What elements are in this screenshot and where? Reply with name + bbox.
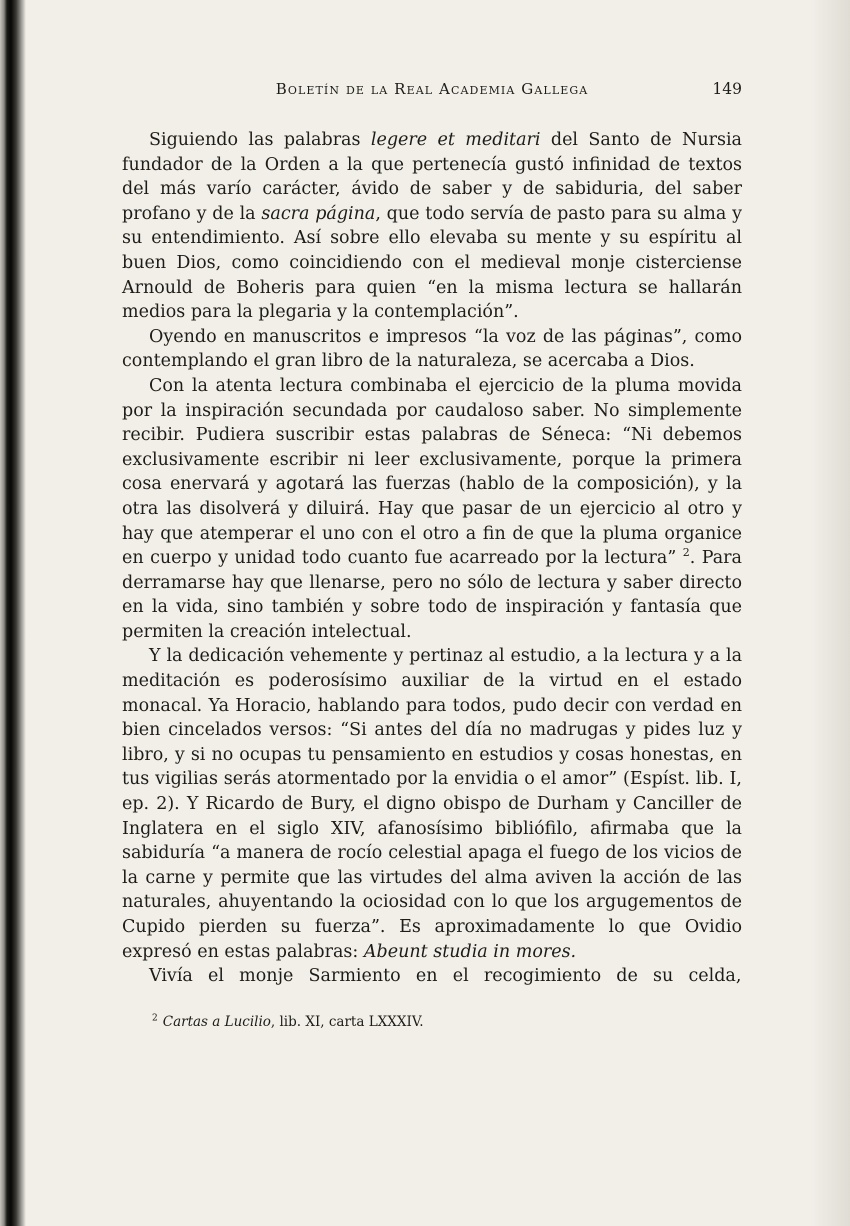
footnote-reference: 2 bbox=[682, 546, 690, 560]
paragraph-4 bbox=[122, 644, 742, 964]
page-header bbox=[122, 80, 742, 98]
italic-run: legere et meditari bbox=[370, 130, 541, 150]
footnote bbox=[122, 1013, 742, 1031]
page-number: 149 bbox=[712, 80, 742, 98]
footnote-work-title: Cartas a Lucilio bbox=[162, 1013, 271, 1030]
footnote-marker: 2 bbox=[152, 1013, 158, 1024]
page-body bbox=[122, 128, 742, 989]
text-run: , que todo servía de pasto para su alma y su entendimiento. Así sobre ello elevaba su mente y su espíritu al buen Dios, como coincidiendo con el medieval monje cisterciense Arnould de Boheris para quien “en la misma lectura se hallarán medios para la plegaria y la contemplación”. bbox=[122, 203, 742, 323]
paragraph-2 bbox=[122, 325, 742, 374]
footnote-text: , lib. XI, carta LXXXIV. bbox=[270, 1013, 424, 1030]
paragraph-5 bbox=[122, 964, 742, 989]
italic-run: sacra página bbox=[261, 203, 376, 224]
paragraph-1 bbox=[122, 128, 742, 325]
journal-title: Boletín de la Real Academia Gallega bbox=[275, 80, 589, 98]
text-run: Y la dedicación vehemente y pertinaz al estudio, a la lectura y a la meditación es poderosísimo auxiliar de la virtud en el estado monacal. Ya Horacio, hablando para todos, pudo decir con verdad en bien cincelados versos: “Si antes del día no madrugas y pides luz y libro, y si no ocupas tu pensamiento en estudios y cosas honestas, en tus vigilias serás atormentado por la envidia o el amor” (Espíst. lib. I, ep. 2). Y Ricardo de Bury, el digno obispo de Durham y Canciller de Inglatera en el siglo XIV, afanosísimo bibliófilo, afirmaba que la sabiduría “a manera de rocío celestial apaga el fuego de los vicios de la carne y permite que las virtudes del alma aviven la acción de las naturales, ahuyentando la ociosidad con lo que los argugementos de Cupido pierden su fuerza”. Es aproximadamente lo que Ovidio expresó en estas palabras: bbox=[122, 646, 742, 962]
binding-shadow bbox=[0, 0, 26, 1226]
text-block bbox=[122, 80, 742, 1031]
text-run: Siguiendo las palabras bbox=[149, 130, 371, 150]
page-edge-shading bbox=[810, 0, 850, 1226]
text-run: del Santo de Nursia fundador de la Orden a la que pertenecía gustó infinidad de textos del más varío carácter, ávido de saber y de sabiduria, del saber profano y de la bbox=[122, 130, 742, 224]
paragraph-3 bbox=[122, 374, 742, 645]
italic-run: Abeunt studia in mores. bbox=[363, 941, 577, 962]
text-run: Vivía el monje Sarmiento en el recogimiento de su celda, bbox=[149, 966, 742, 987]
text-run: Oyendo en manuscritos e impresos “la voz de las páginas”, como contemplando el gran libro de la naturaleza, se acercaba a Dios. bbox=[122, 326, 742, 372]
text-run: . Para derramarse hay que llenarse, pero no sólo de lectura y saber directo en la vida, sino también y sobre todo de inspiración y fantasía que permiten la creación intelectual. bbox=[122, 548, 742, 642]
text-run: Con la atenta lectura combinaba el ejercicio de la pluma movida por la inspiración secundada por caudaloso saber. No simplemente recibir. Pudiera suscribir estas palabras de Séneca: “Ni debemos exclusivamente escribir ni leer exclusivamente, porque la primera cosa enervará y agotará las fuerzas (hablo de la composición), y la otra las disolverá y diluirá. Hay que pasar de un ejercicio al otro y hay que atemperar el uno con el otro a fin de que la pluma organice en cuerpo y unidad todo cuanto fue acarreado por la lectura” bbox=[122, 375, 742, 569]
